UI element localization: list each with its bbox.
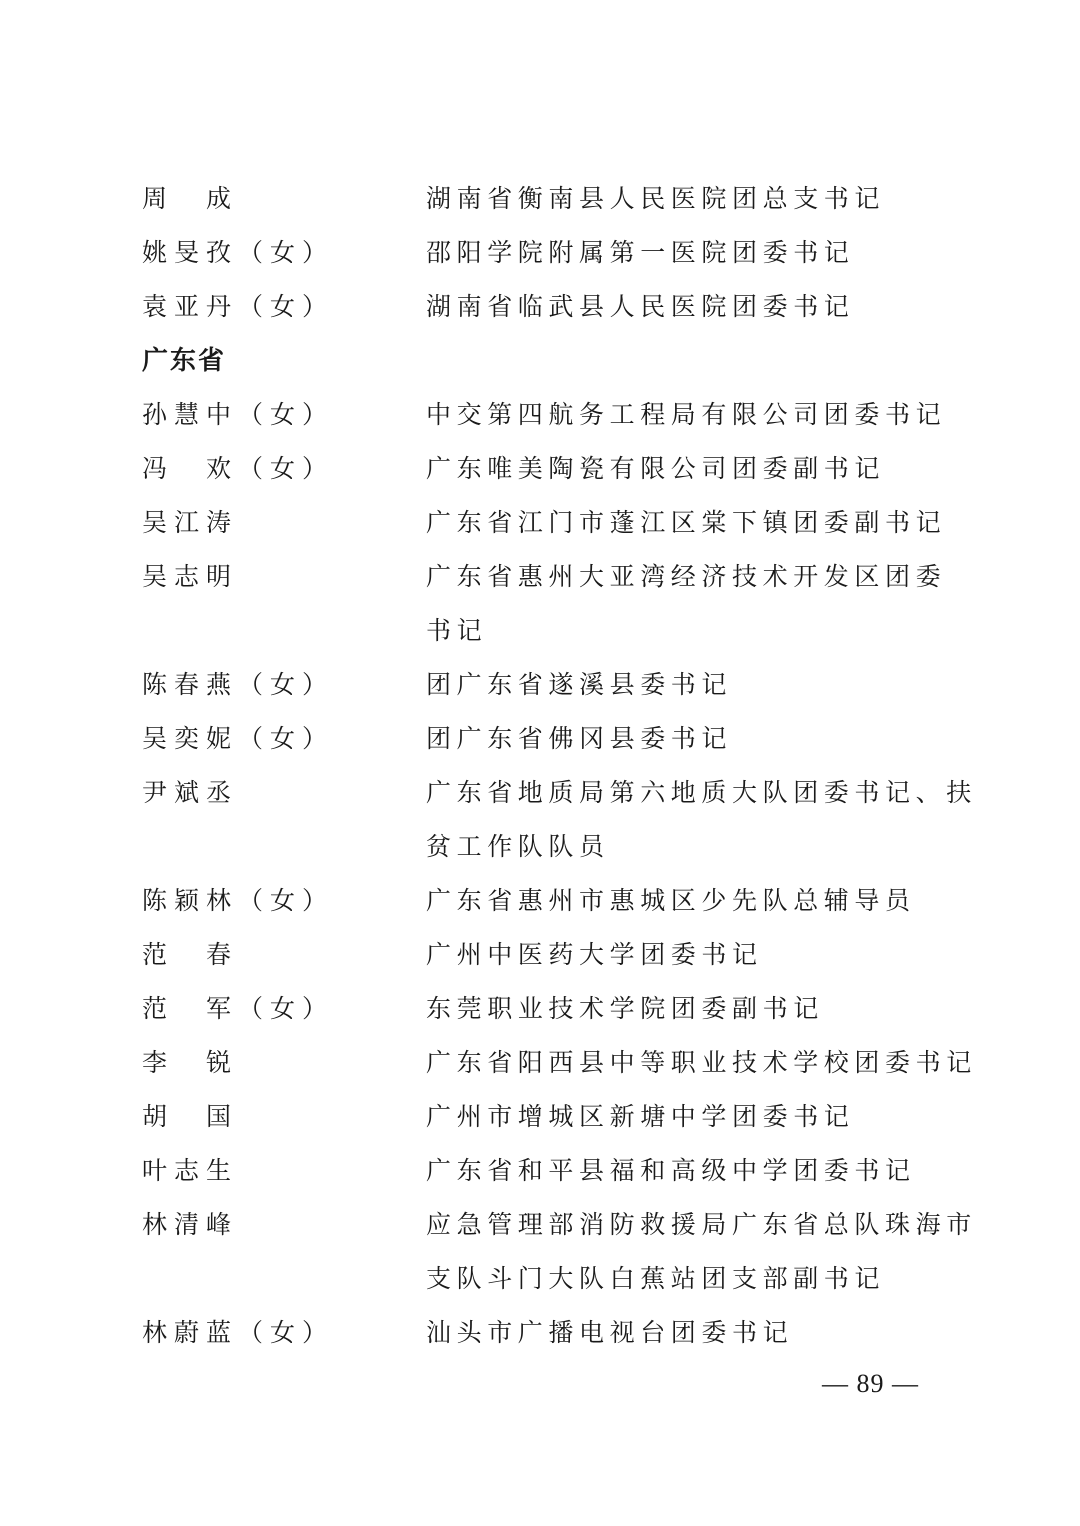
list-item	[0, 1036, 1080, 1090]
person-name: 林清峰	[142, 1210, 239, 1239]
person-name: 林蔚蓝（女）	[142, 1318, 335, 1347]
person-affiliation	[426, 226, 946, 280]
affiliation-line: 支队斗门大队白蕉站团支部副书记	[426, 1264, 886, 1293]
person-affiliation	[426, 1036, 977, 1090]
affiliation-line: 湖南省衡南县人民医院团总支书记	[426, 184, 886, 213]
affiliation-line: 中交第四航务工程局有限公司团委书记	[426, 400, 947, 429]
person-affiliation	[426, 712, 946, 766]
person-affiliation	[426, 280, 946, 334]
affiliation-line: 广东省惠州市惠城区少先队总辅导员	[426, 886, 916, 915]
person-name: 袁亚丹（女）	[142, 292, 335, 321]
affiliation-line: 应急管理部消防救援局广东省总队珠海市	[426, 1210, 977, 1239]
affiliation-line: 汕头市广播电视台团委书记	[426, 1318, 794, 1347]
affiliation-line: 邵阳学院附属第一医院团委书记	[426, 238, 855, 267]
affiliation-line: 东莞职业技术学院团委副书记	[426, 994, 824, 1023]
list-item	[0, 1090, 1080, 1144]
person-name: 范 军（女）	[142, 994, 335, 1023]
affiliation-line: 广州中医药大学团委书记	[426, 940, 763, 969]
person-affiliation	[426, 172, 946, 226]
list-item	[0, 550, 1080, 658]
page-number: — 89 —	[822, 1369, 919, 1398]
person-name: 李 锐	[142, 1048, 239, 1077]
affiliation-line: 广州市增城区新塘中学团委书记	[426, 1102, 855, 1131]
affiliation-line: 团广东省遂溪县委书记	[426, 670, 733, 699]
list-item	[0, 280, 1080, 334]
person-name: 陈颖林（女）	[142, 886, 335, 915]
affiliation-line: 团广东省佛冈县委书记	[426, 724, 733, 753]
person-name: 冯 欢（女）	[142, 454, 335, 483]
person-name: 周 成	[142, 184, 239, 213]
person-affiliation	[426, 1306, 946, 1360]
person-name: 陈春燕（女）	[142, 670, 335, 699]
list-item	[0, 658, 1080, 712]
person-affiliation	[426, 658, 946, 712]
list-item	[0, 226, 1080, 280]
list-item	[0, 982, 1080, 1036]
list-item	[0, 1198, 1080, 1306]
person-affiliation	[426, 874, 946, 928]
list-item	[0, 712, 1080, 766]
person-affiliation	[426, 982, 946, 1036]
person-affiliation	[426, 442, 946, 496]
affiliation-line: 广东唯美陶瓷有限公司团委副书记	[426, 454, 886, 483]
affiliation-line: 广东省和平县福和高级中学团委书记	[426, 1156, 916, 1185]
list-item	[0, 874, 1080, 928]
list-item	[0, 1144, 1080, 1198]
person-affiliation	[426, 1198, 977, 1306]
person-affiliation	[426, 496, 946, 550]
person-affiliation	[426, 766, 977, 874]
person-affiliation	[426, 1144, 946, 1198]
person-name: 姚旻孜（女）	[142, 238, 335, 267]
list-item	[0, 1306, 1080, 1360]
person-affiliation	[426, 1090, 946, 1144]
person-name: 叶志生	[142, 1156, 239, 1185]
person-name: 孙慧中（女）	[142, 400, 335, 429]
list-item	[0, 766, 1080, 874]
list-item	[0, 442, 1080, 496]
affiliation-line: 广东省江门市蓬江区棠下镇团委副书记	[426, 508, 947, 537]
person-affiliation	[426, 928, 946, 982]
affiliation-line: 贫工作队队员	[426, 832, 610, 861]
person-name: 吴志明	[142, 562, 239, 591]
person-affiliation	[426, 550, 946, 658]
list-item	[0, 928, 1080, 982]
list-item	[0, 496, 1080, 550]
list-item	[0, 172, 1080, 226]
affiliation-line: 湖南省临武县人民医院团委书记	[426, 292, 855, 321]
person-affiliation	[426, 388, 946, 442]
person-name: 吴奕妮（女）	[142, 724, 335, 753]
section-heading: 广东省	[142, 346, 227, 376]
person-name: 尹斌丞	[142, 778, 239, 807]
person-name: 范 春	[142, 940, 239, 969]
list-item	[0, 388, 1080, 442]
affiliation-line: 广东省惠州大亚湾经济技术开发区团委	[426, 562, 947, 591]
person-name: 胡 国	[142, 1102, 239, 1131]
affiliation-line: 书记	[426, 616, 488, 645]
affiliation-line: 广东省地质局第六地质大队团委书记、扶	[426, 778, 977, 807]
person-name: 吴江涛	[142, 508, 239, 537]
affiliation-line: 广东省阳西县中等职业技术学校团委书记	[426, 1048, 977, 1077]
